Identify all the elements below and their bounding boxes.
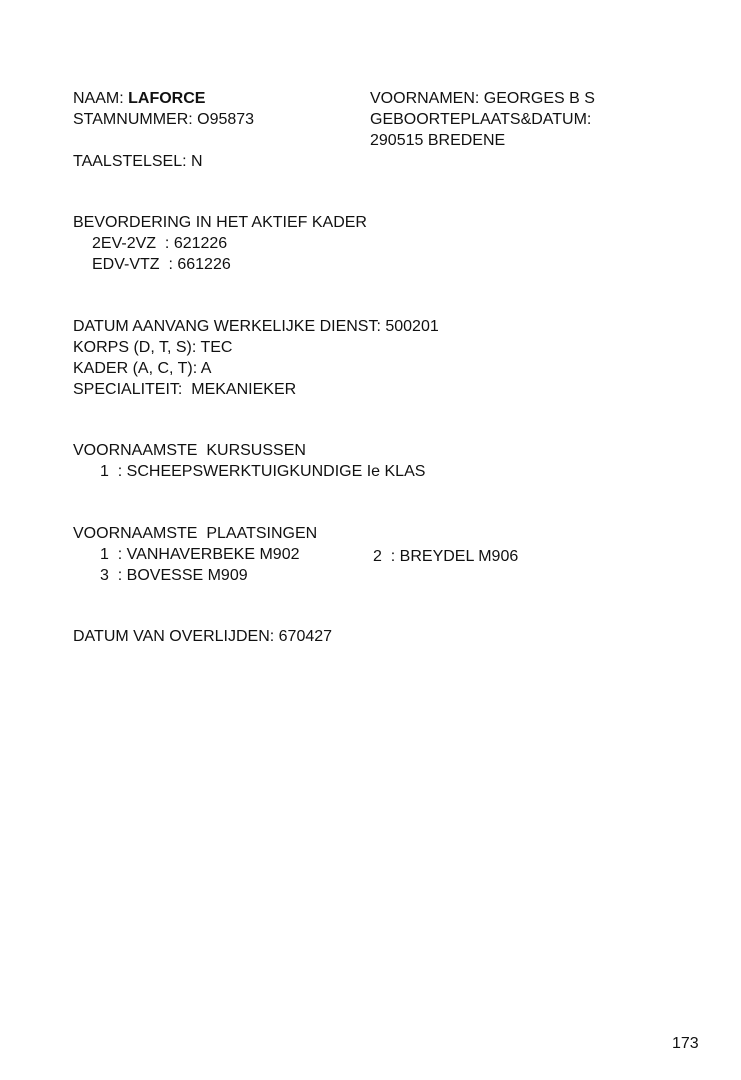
geboorteplaats-value: 290515 BREDENE xyxy=(370,132,506,149)
datum-overlijden: DATUM VAN OVERLIJDEN: 670427 xyxy=(73,628,333,645)
naam-line xyxy=(73,89,205,109)
datum-aanvang-dienst: DATUM AANVANG WERKELIJKE DIENST: 500201 xyxy=(73,318,439,335)
taalstelsel: TAALSTELSEL: N xyxy=(73,153,203,170)
naam-label: NAAM: xyxy=(73,90,129,107)
kursussen-heading: VOORNAAMSTE KURSUSSEN xyxy=(73,442,306,459)
plaatsing-item-1: 1 : VANHAVERBEKE M902 xyxy=(100,546,300,563)
plaatsingen-heading: VOORNAAMSTE PLAATSINGEN xyxy=(73,525,318,542)
kursus-item-1: 1 : SCHEEPSWERKTUIGKUNDIGE Ie KLAS xyxy=(100,463,426,480)
kader: KADER (A, C, T): A xyxy=(73,360,212,377)
bevordering-item-2: EDV-VTZ : 661226 xyxy=(92,256,231,273)
bevordering-heading: BEVORDERING IN HET AKTIEF KADER xyxy=(73,214,367,231)
plaatsing-item-3: 3 : BOVESSE M909 xyxy=(100,567,248,584)
plaatsing-item-2: 2 : BREYDEL M906 xyxy=(373,548,519,565)
naam-value: LAFORCE xyxy=(128,90,206,107)
specialiteit: SPECIALITEIT: MEKANIEKER xyxy=(73,381,297,398)
korps: KORPS (D, T, S): TEC xyxy=(73,339,233,356)
stamnummer: STAMNUMMER: O95873 xyxy=(73,111,255,128)
page-number: 173 xyxy=(672,1035,699,1052)
bevordering-item-1: 2EV-2VZ : 621226 xyxy=(92,235,228,252)
geboorteplaats-label: GEBOORTEPLAATS&DATUM: xyxy=(370,111,592,128)
voornamen: VOORNAMEN: GEORGES B S xyxy=(370,90,595,107)
